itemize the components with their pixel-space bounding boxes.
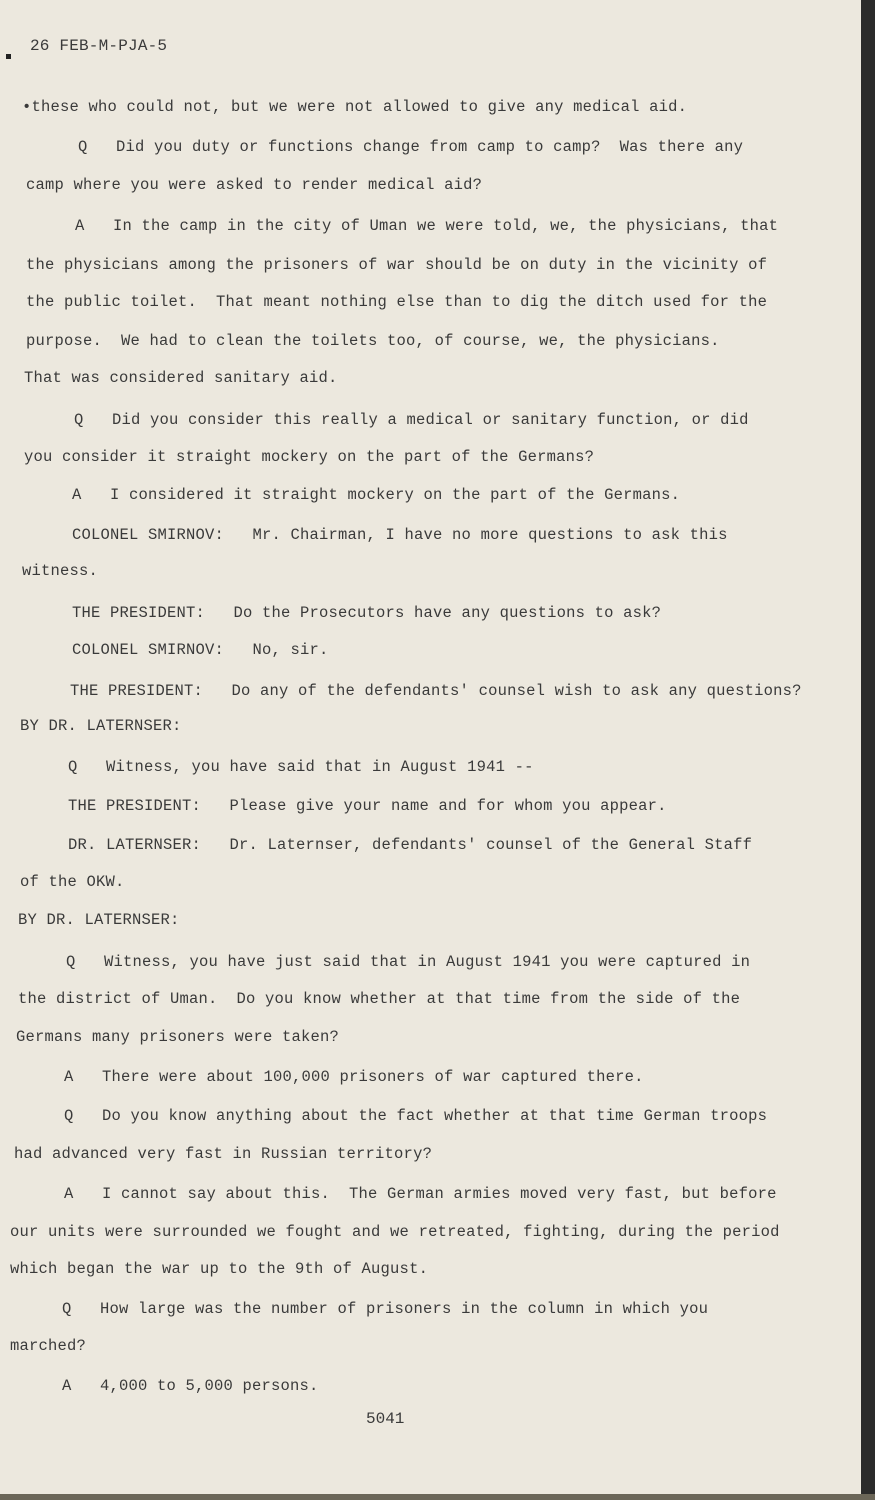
text-line: Q Witness, you have said that in August 1941 -- [68, 758, 534, 776]
speaker-line: THE PRESIDENT: Please give your name and for whom you appear. [68, 797, 667, 815]
margin-mark [6, 54, 11, 59]
text-line: Q Witness, you have just said that in August 1941 you were captured in [66, 953, 751, 971]
text-line: which began the war up to the 9th of August. [10, 1260, 429, 1278]
text-line: the public toilet. That meant nothing else than to dig the ditch used for the [26, 293, 768, 311]
scan-edge-right [861, 0, 875, 1500]
scan-edge-bottom [0, 1494, 875, 1500]
speaker-line: COLONEL SMIRNOV: No, sir. [72, 641, 329, 659]
speaker-line: DR. LATERNSER: Dr. Laternser, defendants' counsel of the General Staff [68, 836, 753, 854]
text-line: Q Do you know anything about the fact whether at that time German troops [64, 1107, 768, 1125]
text-line: purpose. We had to clean the toilets too, of course, we, the physicians. [26, 332, 720, 350]
text-line: A 4,000 to 5,000 persons. [62, 1377, 319, 1395]
speaker-line: THE PRESIDENT: Do any of the defendants' counsel wish to ask any questions? [70, 682, 802, 700]
text-line: Q Did you duty or functions change from camp to camp? Was there any [78, 138, 744, 156]
text-line: the physicians among the prisoners of war should be on duty in the vicinity of [26, 256, 768, 274]
text-line: of the OKW. [20, 873, 125, 891]
text-line: Q Did you consider this really a medical or sanitary function, or did [74, 411, 749, 429]
text-line: camp where you were asked to render medical aid? [26, 176, 483, 194]
text-line: •these who could not, but we were not allowed to give any medical aid. [22, 98, 688, 116]
text-line: witness. [22, 562, 99, 580]
text-line: Germans many prisoners were taken? [16, 1028, 340, 1046]
text-line: A I considered it straight mockery on the part of the Germans. [72, 486, 681, 504]
text-line: Q How large was the number of prisoners in the column in which you [62, 1300, 709, 1318]
text-line: That was considered sanitary aid. [24, 369, 338, 387]
section-heading: BY DR. LATERNSER: [18, 911, 180, 929]
page-number: 5041 [366, 1410, 405, 1428]
text-line: you consider it straight mockery on the part of the Germans? [24, 448, 595, 466]
speaker-line: COLONEL SMIRNOV: Mr. Chairman, I have no more questions to ask this [72, 526, 728, 544]
text-line: A There were about 100,000 prisoners of war captured there. [64, 1068, 644, 1086]
text-line: A In the camp in the city of Uman we were told, we, the physicians, that [75, 217, 779, 235]
text-line: our units were surrounded we fought and we retreated, fighting, during the period [10, 1223, 780, 1241]
text-line: had advanced very fast in Russian territory? [14, 1145, 433, 1163]
text-line: the district of Uman. Do you know whether at that time from the side of the [18, 990, 741, 1008]
text-line: marched? [10, 1337, 87, 1355]
speaker-line: THE PRESIDENT: Do the Prosecutors have any questions to ask? [72, 604, 662, 622]
text-line: A I cannot say about this. The German armies moved very fast, but before [64, 1185, 777, 1203]
section-heading: BY DR. LATERNSER: [20, 717, 182, 735]
page-header: 26 FEB-M-PJA-5 [30, 37, 168, 55]
